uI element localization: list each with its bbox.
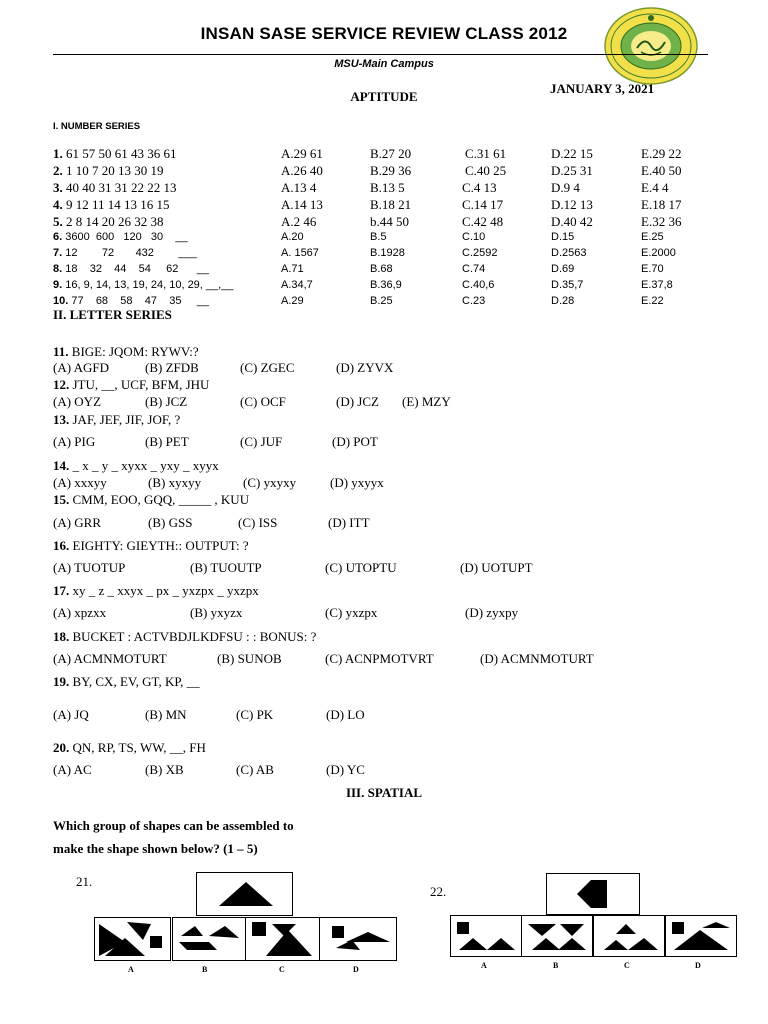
answer-option[interactable]: (B) JCZ: [145, 394, 188, 409]
answer-option-d[interactable]: D.40 42: [551, 214, 593, 229]
answer-option-b[interactable]: B.13 5: [370, 180, 405, 195]
question-text: _ x _ y _ xyxx _ yxy _ xyyx: [72, 458, 219, 473]
spatial-question-line-1: Which group of shapes can be assembled to: [53, 818, 294, 833]
question-number: 16.: [53, 538, 70, 553]
option-label: A: [481, 961, 487, 970]
answer-option[interactable]: (B) XB: [145, 762, 184, 777]
number-series-question: [53, 247, 197, 259]
answer-option[interactable]: (D) POT: [332, 434, 378, 449]
shape-option-22-a[interactable]: [450, 915, 522, 957]
question-number: 9.: [53, 279, 63, 291]
answer-option[interactable]: (E) MZY: [402, 394, 451, 409]
answer-option-d[interactable]: D.35,7: [551, 279, 584, 291]
answer-option[interactable]: (C) ISS: [238, 515, 278, 530]
option-label: C: [279, 965, 285, 974]
answer-option-a[interactable]: A.34,7: [281, 279, 313, 291]
answer-option-e[interactable]: E.29 22: [641, 146, 682, 161]
question-text: JAF, JEF, JIF, JOF, ?: [72, 412, 181, 427]
answer-option-d[interactable]: D.9 4: [551, 180, 580, 195]
answer-option-c[interactable]: C.42 48: [462, 214, 504, 229]
answer-option-d[interactable]: D.25 31: [551, 163, 593, 178]
question-text: JTU, __, UCF, BFM, JHU: [72, 377, 210, 392]
letter-series-question: [53, 538, 249, 554]
letter-series-heading: II. LETTER SERIES: [53, 307, 172, 322]
answer-option[interactable]: (C) AB: [236, 762, 274, 777]
question-text: BY, CX, EV, GT, KP, __: [72, 674, 200, 689]
number-series-question: [53, 214, 164, 230]
answer-option[interactable]: (D) yxyyx: [330, 475, 384, 490]
number-series-question: [53, 295, 209, 307]
question-number: 18.: [53, 629, 70, 644]
option-label: A: [128, 965, 134, 974]
question-text: EIGHTY: GIEYTH:: OUTPUT: ?: [72, 538, 249, 553]
answer-option-b[interactable]: b.44 50: [370, 214, 409, 229]
answer-option-b[interactable]: B.27 20: [370, 146, 412, 161]
answer-option[interactable]: (B) SUNOB: [217, 651, 282, 666]
option-label: D: [353, 965, 359, 974]
answer-option-c[interactable]: C.31 61: [465, 146, 507, 161]
answer-option-a[interactable]: A. 1567: [281, 247, 319, 259]
answer-option[interactable]: (B) MN: [145, 707, 187, 722]
shape-option-22-c[interactable]: [593, 915, 665, 957]
answer-option[interactable]: (A) JQ: [53, 707, 89, 722]
letter-series-question: [53, 458, 219, 474]
answer-option-e[interactable]: E.22: [641, 295, 664, 307]
answer-option-a[interactable]: A.13 4: [281, 180, 317, 195]
letter-series-question: [53, 377, 209, 393]
question-text: 40 40 31 31 22 22 13: [66, 180, 177, 195]
answer-option[interactable]: (D) LO: [326, 707, 365, 722]
answer-option-a[interactable]: A.29: [281, 295, 304, 307]
answer-option-d[interactable]: D.22 15: [551, 146, 593, 161]
answer-option-d[interactable]: D.12 13: [551, 197, 593, 212]
answer-option-e[interactable]: E.37,8: [641, 279, 673, 291]
question-number: 3.: [53, 180, 63, 195]
option-label: D: [695, 961, 701, 970]
answer-option[interactable]: (B) yxyzx: [190, 605, 243, 620]
answer-option[interactable]: (A) PIG: [53, 434, 96, 449]
answer-option-a[interactable]: A.14 13: [281, 197, 323, 212]
answer-option[interactable]: (B) PET: [145, 434, 189, 449]
answer-option[interactable]: (A) AC: [53, 762, 92, 777]
answer-option-e[interactable]: E.18 17: [641, 197, 682, 212]
answer-option-c[interactable]: C.74: [462, 263, 486, 275]
answer-option[interactable]: (D) UOTUPT: [460, 560, 533, 575]
answer-option[interactable]: (C) PK: [236, 707, 274, 722]
answer-option-a[interactable]: A.20: [281, 231, 304, 243]
answer-option[interactable]: (A) xpzxx: [53, 605, 107, 620]
letter-series-question: [53, 492, 249, 508]
date: JANUARY 3, 2021: [550, 81, 655, 96]
shape-option-22-b[interactable]: [521, 915, 593, 957]
question-text: 61 57 50 61 43 36 61: [66, 146, 177, 161]
answer-option[interactable]: (C) OCF: [240, 394, 286, 409]
question-number: 5.: [53, 214, 63, 229]
answer-option[interactable]: (B) TUOUTP: [190, 560, 262, 575]
answer-option[interactable]: (D) YC: [326, 762, 365, 777]
answer-option[interactable]: (A) OYZ: [53, 394, 102, 409]
question-number: 10.: [53, 295, 69, 307]
answer-option-a[interactable]: A.29 61: [281, 146, 323, 161]
question-text: 1 10 7 20 13 30 19: [66, 163, 164, 178]
number-series-heading: I. NUMBER SERIES: [53, 121, 141, 132]
answer-option-b[interactable]: B.5: [370, 231, 387, 243]
option-label: C: [624, 961, 630, 970]
answer-option-a[interactable]: A.26 40: [281, 163, 323, 178]
option-label: B: [553, 961, 559, 970]
answer-option-e[interactable]: E.25: [641, 231, 664, 243]
answer-option[interactable]: (D) ACMNMOTURT: [480, 651, 594, 666]
question-text: 3600 600 120 30 __: [65, 231, 188, 243]
answer-option-a[interactable]: A.2 46: [281, 214, 317, 229]
question-number: 19.: [53, 674, 70, 689]
answer-option[interactable]: (D) JCZ: [336, 394, 379, 409]
question-text: 77 68 58 47 35 __: [71, 295, 209, 307]
answer-option-a[interactable]: A.71: [281, 263, 304, 275]
answer-option-c[interactable]: C.10: [462, 231, 486, 243]
letter-series-question: [53, 344, 199, 360]
answer-option[interactable]: (D) zyxpy: [465, 605, 519, 620]
answer-option[interactable]: (C) JUF: [240, 434, 283, 449]
number-series-question: [53, 197, 170, 213]
answer-option-d[interactable]: D.2563: [551, 247, 587, 259]
campus-subtitle: MSU-Main Campus: [334, 58, 434, 70]
answer-option[interactable]: (A) TUOTUP: [53, 560, 126, 575]
letter-series-question: [53, 412, 180, 428]
question-number: 15.: [53, 492, 70, 507]
answer-option[interactable]: (C) ACNPMOTVRT: [325, 651, 434, 666]
target-shape-21: [196, 872, 293, 916]
question-number: 11.: [53, 344, 69, 359]
answer-option-c[interactable]: C.23: [462, 295, 486, 307]
answer-option-e[interactable]: E.32 36: [641, 214, 682, 229]
answer-option[interactable]: (A) GRR: [53, 515, 102, 530]
question-text: QN, RP, TS, WW, __, FH: [72, 740, 206, 755]
question-number: 8.: [53, 263, 63, 275]
number-series-question: [53, 146, 177, 162]
spatial-heading: III. SPATIAL: [345, 785, 423, 800]
question-number: 4.: [53, 197, 63, 212]
problem-number: 22.: [430, 884, 447, 899]
letter-series-question: [53, 583, 259, 599]
letter-series-question: [53, 629, 316, 645]
question-number: 20.: [53, 740, 70, 755]
number-series-question: [53, 180, 177, 196]
question-number: 14.: [53, 458, 70, 473]
target-shape-22: [546, 873, 640, 915]
answer-option-c[interactable]: C.14 17: [462, 197, 504, 212]
number-series-question: [53, 231, 188, 243]
answer-option-b[interactable]: B.29 36: [370, 163, 412, 178]
letter-series-question: [53, 674, 200, 690]
answer-option[interactable]: (C) yxyxy: [243, 475, 297, 490]
answer-option-b[interactable]: B.18 21: [370, 197, 412, 212]
answer-option-e[interactable]: E.2000: [641, 247, 676, 259]
shape-option-22-d[interactable]: [665, 915, 737, 957]
answer-option-c[interactable]: C.2592: [462, 247, 498, 259]
number-series-question: [53, 163, 164, 179]
answer-option-b[interactable]: B.1928: [370, 247, 405, 259]
answer-option-e[interactable]: E.70: [641, 263, 664, 275]
number-series-question: [53, 263, 209, 275]
answer-option[interactable]: (A) AGFD: [53, 360, 109, 375]
question-number: 17.: [53, 583, 70, 598]
shape-option-21-b[interactable]: [172, 917, 247, 961]
question-number: 12.: [53, 377, 70, 392]
answer-option[interactable]: (A) ACMNMOTURT: [53, 651, 167, 666]
question-text: 12 72 432 ___: [65, 247, 197, 259]
answer-option[interactable]: (D) ZYVX: [336, 360, 394, 375]
answer-option-b[interactable]: B.36,9: [370, 279, 402, 291]
answer-option[interactable]: (C) UTOPTU: [325, 560, 397, 575]
question-number: 13.: [53, 412, 70, 427]
page-title: INSAN SASE SERVICE REVIEW CLASS 2012: [200, 24, 568, 43]
question-text: 18 32 44 54 62 __: [65, 263, 209, 275]
shape-option-21-d[interactable]: [319, 917, 397, 961]
section-title: APTITUDE: [350, 89, 418, 104]
question-number: 2.: [53, 163, 63, 178]
answer-option[interactable]: (A) xxxyy: [53, 475, 107, 490]
question-number: 6.: [53, 231, 63, 243]
question-text: xy _ z _ xxyx _ px _ yxzpx _ yxzpx: [72, 583, 259, 598]
answer-option-c[interactable]: C.4 13: [462, 180, 497, 195]
question-number: 1.: [53, 146, 63, 161]
answer-option[interactable]: (D) ITT: [328, 515, 370, 530]
answer-option[interactable]: (C) ZGEC: [240, 360, 295, 375]
answer-option-b[interactable]: B.25: [370, 295, 393, 307]
number-series-question: [53, 279, 233, 291]
answer-option-d[interactable]: D.69: [551, 263, 575, 275]
answer-option[interactable]: (C) yxzpx: [325, 605, 378, 620]
answer-option-b[interactable]: B.68: [370, 263, 393, 275]
answer-option[interactable]: (B) xyxyy: [148, 475, 202, 490]
problem-number: 21.: [76, 874, 93, 889]
shape-option-21-c[interactable]: [245, 917, 321, 961]
spatial-question-line-2: make the shape shown below? (1 – 5): [53, 841, 258, 856]
shape-option-21-a[interactable]: [94, 917, 171, 961]
answer-option-d[interactable]: D.28: [551, 295, 575, 307]
question-number: 7.: [53, 247, 63, 259]
question-text: 2 8 14 20 26 32 38: [66, 214, 164, 229]
question-text: 9 12 11 14 13 16 15: [66, 197, 170, 212]
answer-option-e[interactable]: E.4 4: [641, 180, 669, 195]
answer-option[interactable]: (B) GSS: [148, 515, 193, 530]
answer-option-c[interactable]: C.40 25: [465, 163, 507, 178]
answer-option-d[interactable]: D.15: [551, 231, 575, 243]
seal-logo-icon: [603, 6, 699, 86]
answer-option[interactable]: (B) ZFDB: [145, 360, 199, 375]
option-label: B: [202, 965, 208, 974]
header-rule: [53, 54, 708, 55]
answer-option-e[interactable]: E.40 50: [641, 163, 682, 178]
question-text: 16, 9, 14, 13, 19, 24, 10, 29, __,__: [65, 279, 234, 291]
question-text: BIGE: JQOM: RYWV:?: [71, 344, 199, 359]
question-text: BUCKET : ACTVBDJLKDFSU : : BONUS: ?: [72, 629, 317, 644]
answer-option-c[interactable]: C.40,6: [462, 279, 495, 291]
letter-series-question: [53, 740, 206, 756]
question-text: CMM, EOO, GQQ, _____ , KUU: [72, 492, 250, 507]
